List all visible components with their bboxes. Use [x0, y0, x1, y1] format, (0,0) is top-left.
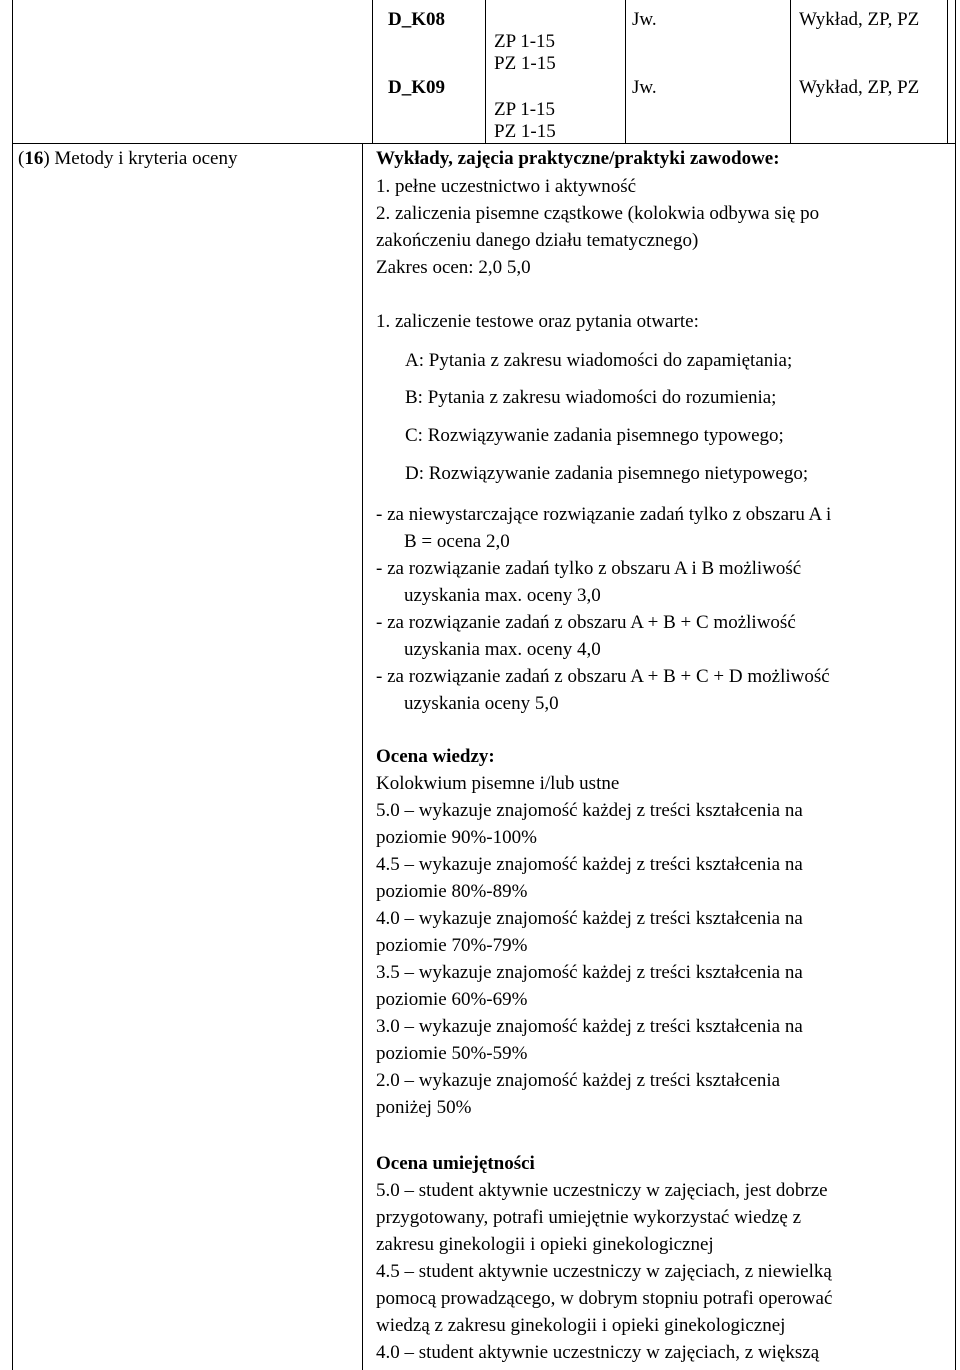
knowledge-line: poziomie 90%-100%	[376, 827, 537, 848]
column-divider-4	[947, 0, 948, 144]
test-item: C: Rozwiązywanie zadania pisemnego typowego;	[405, 425, 784, 446]
table-border-left	[12, 0, 13, 1370]
row-method: Jw.	[632, 77, 657, 98]
knowledge-line: poziomie 80%-89%	[376, 881, 528, 902]
knowledge-line: 4.5 – wykazuje znajomość każdej z treści kształcenia na	[376, 854, 803, 875]
test-item: D: Rozwiązywanie zadania pisemnego nietypowego;	[405, 463, 809, 484]
skills-heading: Ocena umiejętności	[376, 1153, 535, 1174]
row-ref: PZ 1-15	[494, 53, 556, 74]
intro-line: 2. zaliczenia pisemne cząstkowe (kolokwia odbywa się po	[376, 203, 820, 224]
row-code: D_K08	[388, 9, 445, 30]
skills-line: 4.5 – student aktywnie uczestniczy w zajęciach, z niewielką	[376, 1261, 832, 1282]
knowledge-line: poziomie 50%-59%	[376, 1043, 528, 1064]
section-label-text: ) Metody i kryteria oceny	[43, 148, 238, 169]
intro-line: 1. pełne uczestnictwo i aktywność	[376, 176, 637, 197]
row-form: Wykład, ZP, PZ	[799, 77, 920, 98]
grading-line: uzyskania oceny 5,0	[404, 693, 559, 714]
knowledge-line: 4.0 – wykazuje znajomość każdej z treści kształcenia na	[376, 908, 803, 929]
section-number: 16	[24, 148, 44, 169]
grading-line: - za rozwiązanie zadań z obszaru A + B + C + D możliwość	[376, 666, 830, 687]
section-label	[18, 147, 237, 170]
row-method: Jw.	[632, 9, 657, 30]
column-divider-3	[790, 0, 791, 144]
test-item: B: Pytania z zakresu wiadomości do rozumienia;	[405, 387, 777, 408]
knowledge-line: poziomie 60%-69%	[376, 989, 528, 1010]
intro-line: zakończeniu danego działu tematycznego)	[376, 230, 699, 251]
knowledge-heading: Ocena wiedzy:	[376, 746, 495, 767]
section-heading: Wykłady, zajęcia praktyczne/praktyki zawodowe:	[376, 148, 780, 169]
knowledge-line: 3.5 – wykazuje znajomość każdej z treści kształcenia na	[376, 962, 803, 983]
knowledge-line: poziomie 70%-79%	[376, 935, 528, 956]
inner-left-border	[372, 0, 373, 144]
knowledge-line: 5.0 – wykazuje znajomość każdej z treści kształcenia na	[376, 800, 803, 821]
knowledge-line: poniżej 50%	[376, 1097, 472, 1118]
section-divider	[362, 144, 363, 1370]
grading-line: - za niewystarczające rozwiązanie zadań tylko z obszaru A i	[376, 504, 832, 525]
skills-line: zakresu ginekologii i opieki ginekologicznej	[376, 1234, 714, 1255]
intro-line: Zakres ocen: 2,0 5,0	[376, 257, 531, 278]
knowledge-line: 3.0 – wykazuje znajomość każdej z treści kształcenia na	[376, 1016, 803, 1037]
row-ref: ZP 1-15	[494, 99, 556, 120]
row-ref: ZP 1-15	[494, 31, 556, 52]
skills-line: 5.0 – student aktywnie uczestniczy w zajęciach, jest dobrze	[376, 1180, 828, 1201]
column-divider-2	[625, 0, 626, 144]
column-divider-1	[485, 0, 486, 144]
row-form: Wykład, ZP, PZ	[799, 9, 920, 30]
grading-line: - za rozwiązanie zadań tylko z obszaru A i B możliwość	[376, 558, 802, 579]
row-separator	[12, 143, 956, 144]
table-border-right	[955, 0, 956, 1370]
skills-line: przygotowany, potrafi umiejętnie wykorzystać wiedzę z	[376, 1207, 802, 1228]
test-title: 1. zaliczenie testowe oraz pytania otwarte:	[376, 311, 699, 332]
grading-line: - za rozwiązanie zadań z obszaru A + B + C możliwość	[376, 612, 796, 633]
grading-line: uzyskania max. oceny 4,0	[404, 639, 601, 660]
skills-line: 4.0 – student aktywnie uczestniczy w zajęciach, z większą	[376, 1342, 820, 1363]
skills-line: pomocą prowadzącego, w dobrym stopniu potrafi operować	[376, 1288, 833, 1309]
section-label-open: (	[18, 148, 25, 169]
knowledge-line: 2.0 – wykazuje znajomość każdej z treści kształcenia	[376, 1070, 781, 1091]
grading-line: B = ocena 2,0	[404, 531, 510, 552]
skills-line: wiedzą z zakresu ginekologii i opieki ginekologicznej	[376, 1315, 786, 1336]
test-item: A: Pytania z zakresu wiadomości do zapamiętania;	[405, 350, 793, 371]
knowledge-line: Kolokwium pisemne i/lub ustne	[376, 773, 620, 794]
row-code: D_K09	[388, 77, 445, 98]
grading-line: uzyskania max. oceny 3,0	[404, 585, 601, 606]
row-ref: PZ 1-15	[494, 121, 556, 142]
